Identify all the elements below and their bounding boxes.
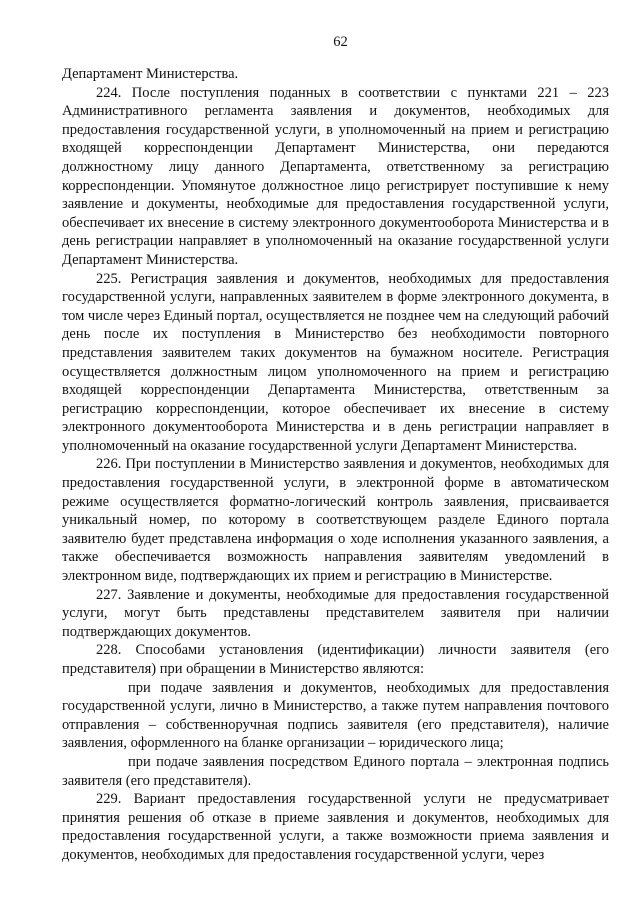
document-body: [62, 65, 609, 865]
paragraph-continuation: Департамент Министерства.: [62, 66, 239, 82]
paragraph-228: 228. Способами установления (идентификации) личности заявителя (его представителя) при обращении в Министерство являются:: [62, 642, 609, 677]
paragraph-227: 227. Заявление и документы, необходимые для предоставления государственной услуги, могут быть представлены представителем заявителя при наличии подтверждающих документов.: [62, 586, 609, 640]
page-number: 62: [333, 34, 348, 50]
paragraph-225: 225. Регистрация заявления и документов, необходимых для предоставления государственной услуги, направленных заявителем в форме электронного документа, в том числе через Единый портал, осуществляется не позднее чем на следующий рабочий день после их поступления в Министерство без необходимости повторного представления заявителем таких документов на бумажном носителе. Регистрация осуществляется должностным лицом уполномоченного на прием и регистрацию входящей корреспонденции Департамента Министерства, ответственным за регистрацию корреспонденции, которое обеспечивает их внесение в систему электронного документооборота Министерства и в день регистрации направляет в уполномоченный на оказание государственной услуги Департамент Министерства.: [62, 270, 609, 454]
paragraph-228-item-in-person: при подаче заявления и документов, необходимых для предоставления государственной услуги, лично в Министерство, а также путем направления почтового отправления – собственноручная подпись заявителя (его представителя), наличие заявления, оформленного на бланке организации – юридического лица;: [62, 679, 609, 752]
paragraph-226: 226. При поступлении в Министерство заявления и документов, необходимых для предоставления государственной услуги, в электронной форме в автоматическом режиме осуществляется форматно-логический контроль заявления, присваивается уникальный номер, по которому в соответствующем разделе Единого портала заявителю будет представлена информация о ходе исполнения указанного заявления, а также обеспечивается возможность направления заявителям уведомлений в электронном виде, подтверждающих их прием и регистрацию в Министерстве.: [62, 456, 609, 585]
paragraph-224: 224. После поступления поданных в соответствии с пунктами 221 – 223 Административного регламента заявления и документов, необходимых для предоставления государственной услуги, в уполномоченный на прием и регистрацию входящей корреспонденции Департамент Министерства, они передаются должностному лицу данного Департамента, ответственному за регистрацию корреспонденции. Упомянутое должностное лицо регистрирует поступившие к нему заявление и документы, необходимые для предоставления государственной услуги, обеспечивает их внесение в систему электронного документооборота Министерства и в день регистрации направляет в уполномоченный на оказание государственной услуги Департамент Министерства.: [62, 84, 609, 268]
paragraph-228-item-portal: при подаче заявления посредством Единого портала – электронная подпись заявителя (его представителя).: [62, 753, 609, 789]
paragraph-229: 229. Вариант предоставления государственной услуги не предусматривает принятия решения об отказе в приеме заявления и документов, необходимых для предоставления государственной услуги, а также возможности приема заявления и документов, необходимых для предоставления государственной услуги, через: [62, 791, 609, 863]
